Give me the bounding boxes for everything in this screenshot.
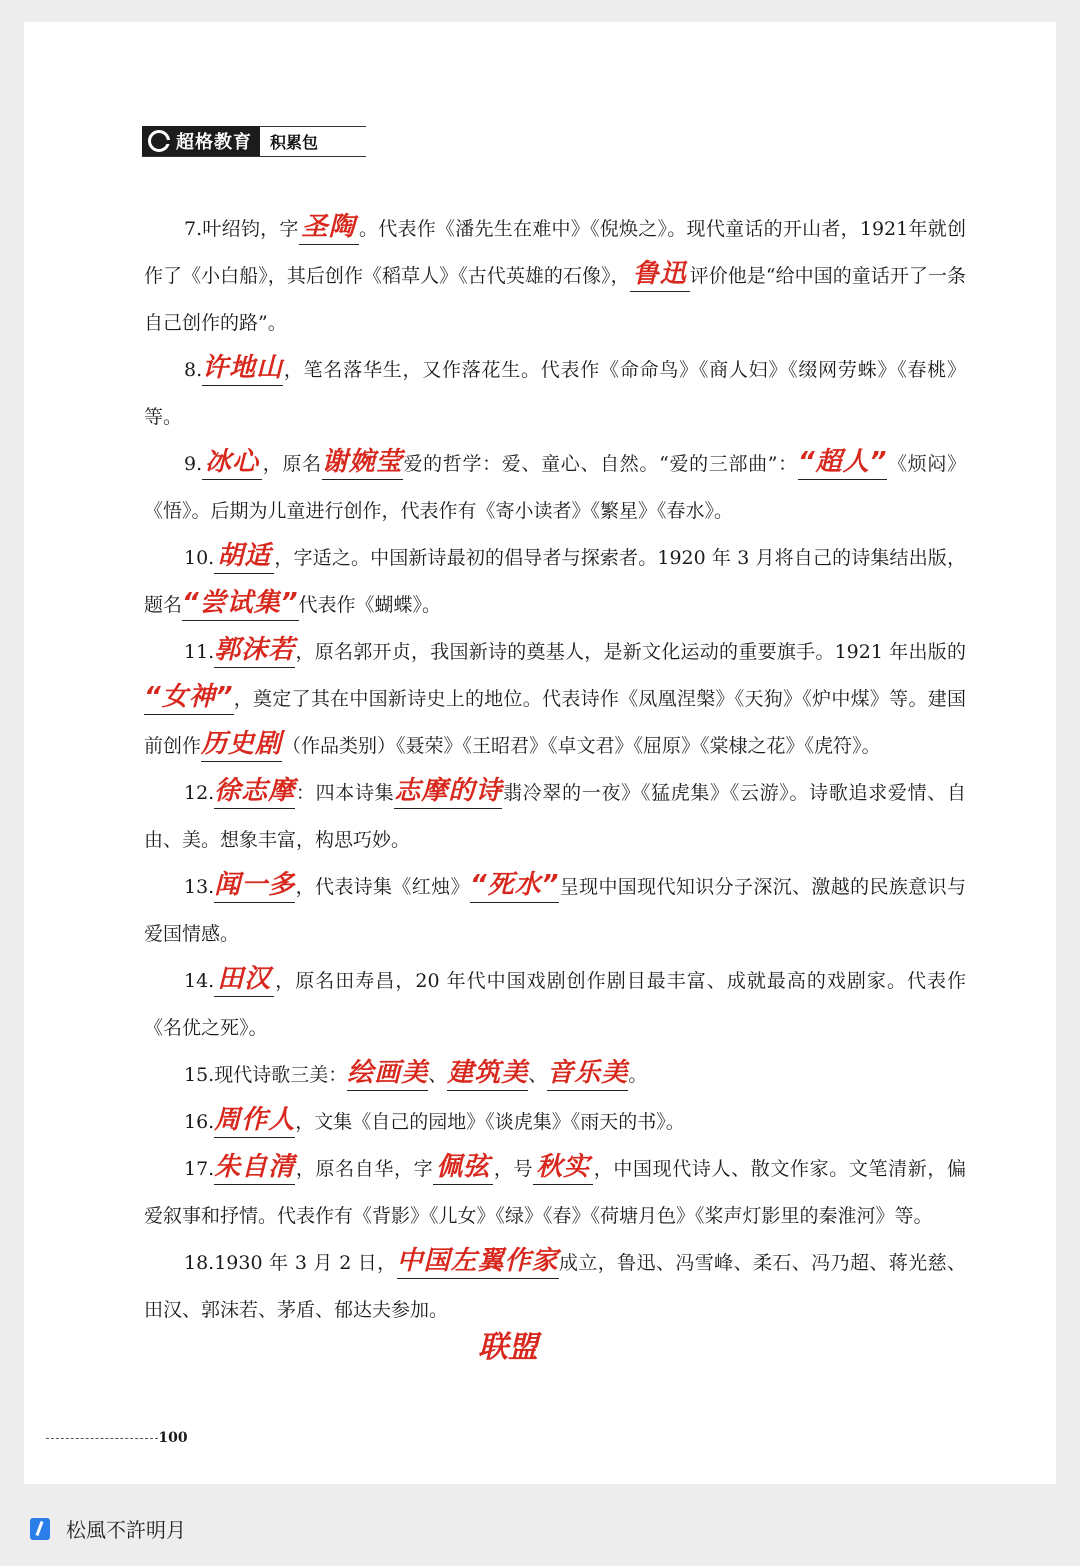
question-text: ，文集《自己的园地》《谈虎集》《雨天的书》。 [295, 1111, 685, 1133]
question-number: 11. [184, 641, 215, 663]
answer-blank [144, 682, 234, 715]
question-text: （作品类别）《聂荣》《王昭君》《卓文君》《屈原》《棠棣之花》《虎符》。 [282, 735, 881, 757]
handwritten-answer-extra: 联盟 [478, 1330, 538, 1365]
question-number: 16. [184, 1111, 215, 1133]
answer-blank [214, 870, 295, 903]
question-item [144, 347, 966, 441]
question-text: 代表作《蝴蝶》。 [298, 594, 442, 616]
question-number: 17. [184, 1158, 215, 1180]
brand-name: 超格教育 [176, 132, 252, 153]
question-item [144, 864, 966, 958]
question-item [144, 1099, 966, 1146]
question-text: ，号 [493, 1158, 534, 1180]
question-number: 13. [184, 876, 215, 898]
answer-blank [394, 776, 502, 809]
question-text: 评价他是“给中国的童话开了一条自己创作的路”。 [144, 265, 966, 334]
handwritten-answer: 建筑美 [447, 1058, 529, 1088]
answer-blank [447, 1058, 528, 1091]
question-number: 15. [184, 1064, 215, 1086]
answer-blank [214, 1105, 295, 1138]
answer-blank [630, 259, 690, 292]
answer-blank [547, 1058, 628, 1091]
brand-logo-icon [148, 130, 170, 152]
answer-blank [201, 729, 282, 762]
footer-divider [46, 1438, 158, 1439]
question-text: ，原名郭开贞，我国新诗的奠基人，是新文化运动的重要旗手。1921 年出版的 [295, 641, 966, 663]
question-text: 《烦闷》《悟》。后期为儿童进行创作，代表作有《寄小读者》《繁星》《春水》。 [144, 453, 966, 522]
answer-blank [214, 635, 295, 668]
question-text: ，字适之。中国新诗最初的倡导者与探索者。1920 年 3 月将自己的诗集结出版，题名 [144, 547, 967, 616]
question-text: ：四本诗集 [295, 782, 395, 804]
question-text: ，原名自华，字 [295, 1158, 434, 1180]
question-text: 爱的哲学：爱、童心、自然。“爱的三部曲”： [402, 453, 798, 475]
answer-blank [214, 964, 274, 997]
question-text: ，原名 [262, 453, 322, 475]
handwritten-answer: “死水” [469, 870, 560, 900]
answer-blank [322, 447, 403, 480]
handwritten-answer: 鲁迅 [632, 259, 687, 289]
answer-blank [202, 353, 283, 386]
section-label: 积累包 [260, 126, 366, 156]
answer-blank [214, 776, 295, 809]
question-text: 、 [528, 1064, 548, 1086]
handwritten-answer: 圣陶 [301, 212, 356, 242]
question-item [144, 441, 966, 535]
pen-icon [30, 1518, 50, 1540]
handwritten-answer: 田汉 [217, 964, 272, 994]
question-text: 、 [428, 1064, 448, 1086]
question-number: 8. [184, 359, 203, 381]
question-number: 18. [184, 1252, 215, 1274]
handwritten-answer: 中国左翼作家 [396, 1246, 559, 1276]
question-text: 。代表作《潘先生在难中》《倪焕之》。现代童话的开山者，1921年就创作了《小白船》，其后创作《稻草人》《古代英雄的石像》， [144, 218, 966, 287]
question-item [144, 535, 966, 629]
question-text: 叶绍钧，字 [202, 218, 299, 240]
question-text: ，代表诗集《红烛》 [295, 876, 470, 898]
handwritten-answer: 佩弦 [436, 1152, 491, 1182]
handwritten-answer: 许地山 [202, 353, 284, 383]
question-number: 9. [184, 453, 203, 475]
brand-label [142, 126, 260, 156]
handwritten-answer: 秋实 [536, 1152, 591, 1182]
question-item [144, 1146, 966, 1240]
question-text: ，中国现代诗人、散文作家。文笔清新，偏爱叙事和抒情。代表作有《背影》《儿女》《绿》《春》《荷塘月色》《桨声灯影里的秦淮河》等。 [144, 1158, 966, 1227]
question-item [144, 629, 966, 770]
question-text: ，奠定了其在中国新诗史上的地位。代表诗作《凤凰涅槃》《天狗》《炉中煤》等。建国前创作 [144, 688, 966, 757]
question-item [144, 1052, 966, 1099]
handwritten-answer: 郭沫若 [214, 635, 296, 665]
answer-blank [214, 541, 274, 574]
handwritten-answer: “超人” [797, 447, 888, 477]
handwritten-answer: 胡适 [217, 541, 272, 571]
answer-blank [397, 1246, 559, 1279]
answer-blank [470, 870, 560, 903]
watermark [30, 1514, 186, 1543]
handwritten-answer: 冰心 [205, 447, 260, 477]
question-number: 10. [184, 547, 215, 569]
question-item [144, 770, 966, 864]
answer-blank [299, 212, 359, 245]
question-item [144, 206, 966, 347]
page-number: 100 [156, 1424, 190, 1452]
question-text: 现代诗歌三美： [214, 1064, 348, 1086]
handwritten-answer: “女神” [144, 682, 234, 712]
handwritten-answer: 闻一多 [214, 870, 296, 900]
answer-blank [182, 588, 299, 621]
handwritten-answer: 志摩的诗 [394, 776, 503, 806]
item-list [144, 206, 966, 1334]
question-number: 7. [184, 218, 203, 240]
question-text: ，笔名落华生，又作落花生。代表作《命命鸟》《商人妇》《缀网劳蛛》《春桃》等。 [144, 359, 966, 428]
answer-blank [202, 447, 262, 480]
question-number: 14. [184, 970, 215, 992]
handwritten-answer: 周作人 [214, 1105, 296, 1135]
answer-blank [533, 1152, 593, 1185]
handwritten-answer: 历史剧 [201, 729, 283, 759]
page-header [142, 126, 366, 157]
question-number: 12. [184, 782, 215, 804]
question-text: 。 [628, 1064, 648, 1086]
answer-blank [347, 1058, 428, 1091]
question-text: ，原名田寿昌，20 年代中国戏剧创作剧目最丰富、成就最高的戏剧家。代表作《名优之死》。 [144, 970, 966, 1039]
question-text: 成立，鲁迅、冯雪峰、柔石、冯乃超、蒋光慈、田汉、郭沫若、茅盾、郁达夫参加。 [144, 1252, 966, 1321]
question-text: 呈现中国现代知识分子深沉、激越的民族意识与爱国情感。 [144, 876, 966, 945]
handwritten-answer: 音乐美 [547, 1058, 629, 1088]
question-item [144, 958, 966, 1052]
question-text: 翡冷翠的一夜》《猛虎集》《云游》。诗歌追求爱情、自由、美。想象丰富，构思巧妙。 [144, 782, 966, 851]
handwritten-answer: “尝试集” [182, 588, 299, 618]
handwritten-answer: 朱自清 [214, 1152, 296, 1182]
answer-blank [433, 1152, 493, 1185]
answer-blank [798, 447, 888, 480]
answer-blank [214, 1152, 295, 1185]
question-text: 1930 年 3 月 2 日， [214, 1252, 397, 1274]
watermark-text: 松風不許明月 [66, 1518, 186, 1542]
handwritten-answer: 徐志摩 [214, 776, 296, 806]
handwritten-answer: 绘画美 [347, 1058, 429, 1088]
handwritten-answer: 谢婉莹 [321, 447, 403, 477]
question-item [144, 1240, 966, 1334]
